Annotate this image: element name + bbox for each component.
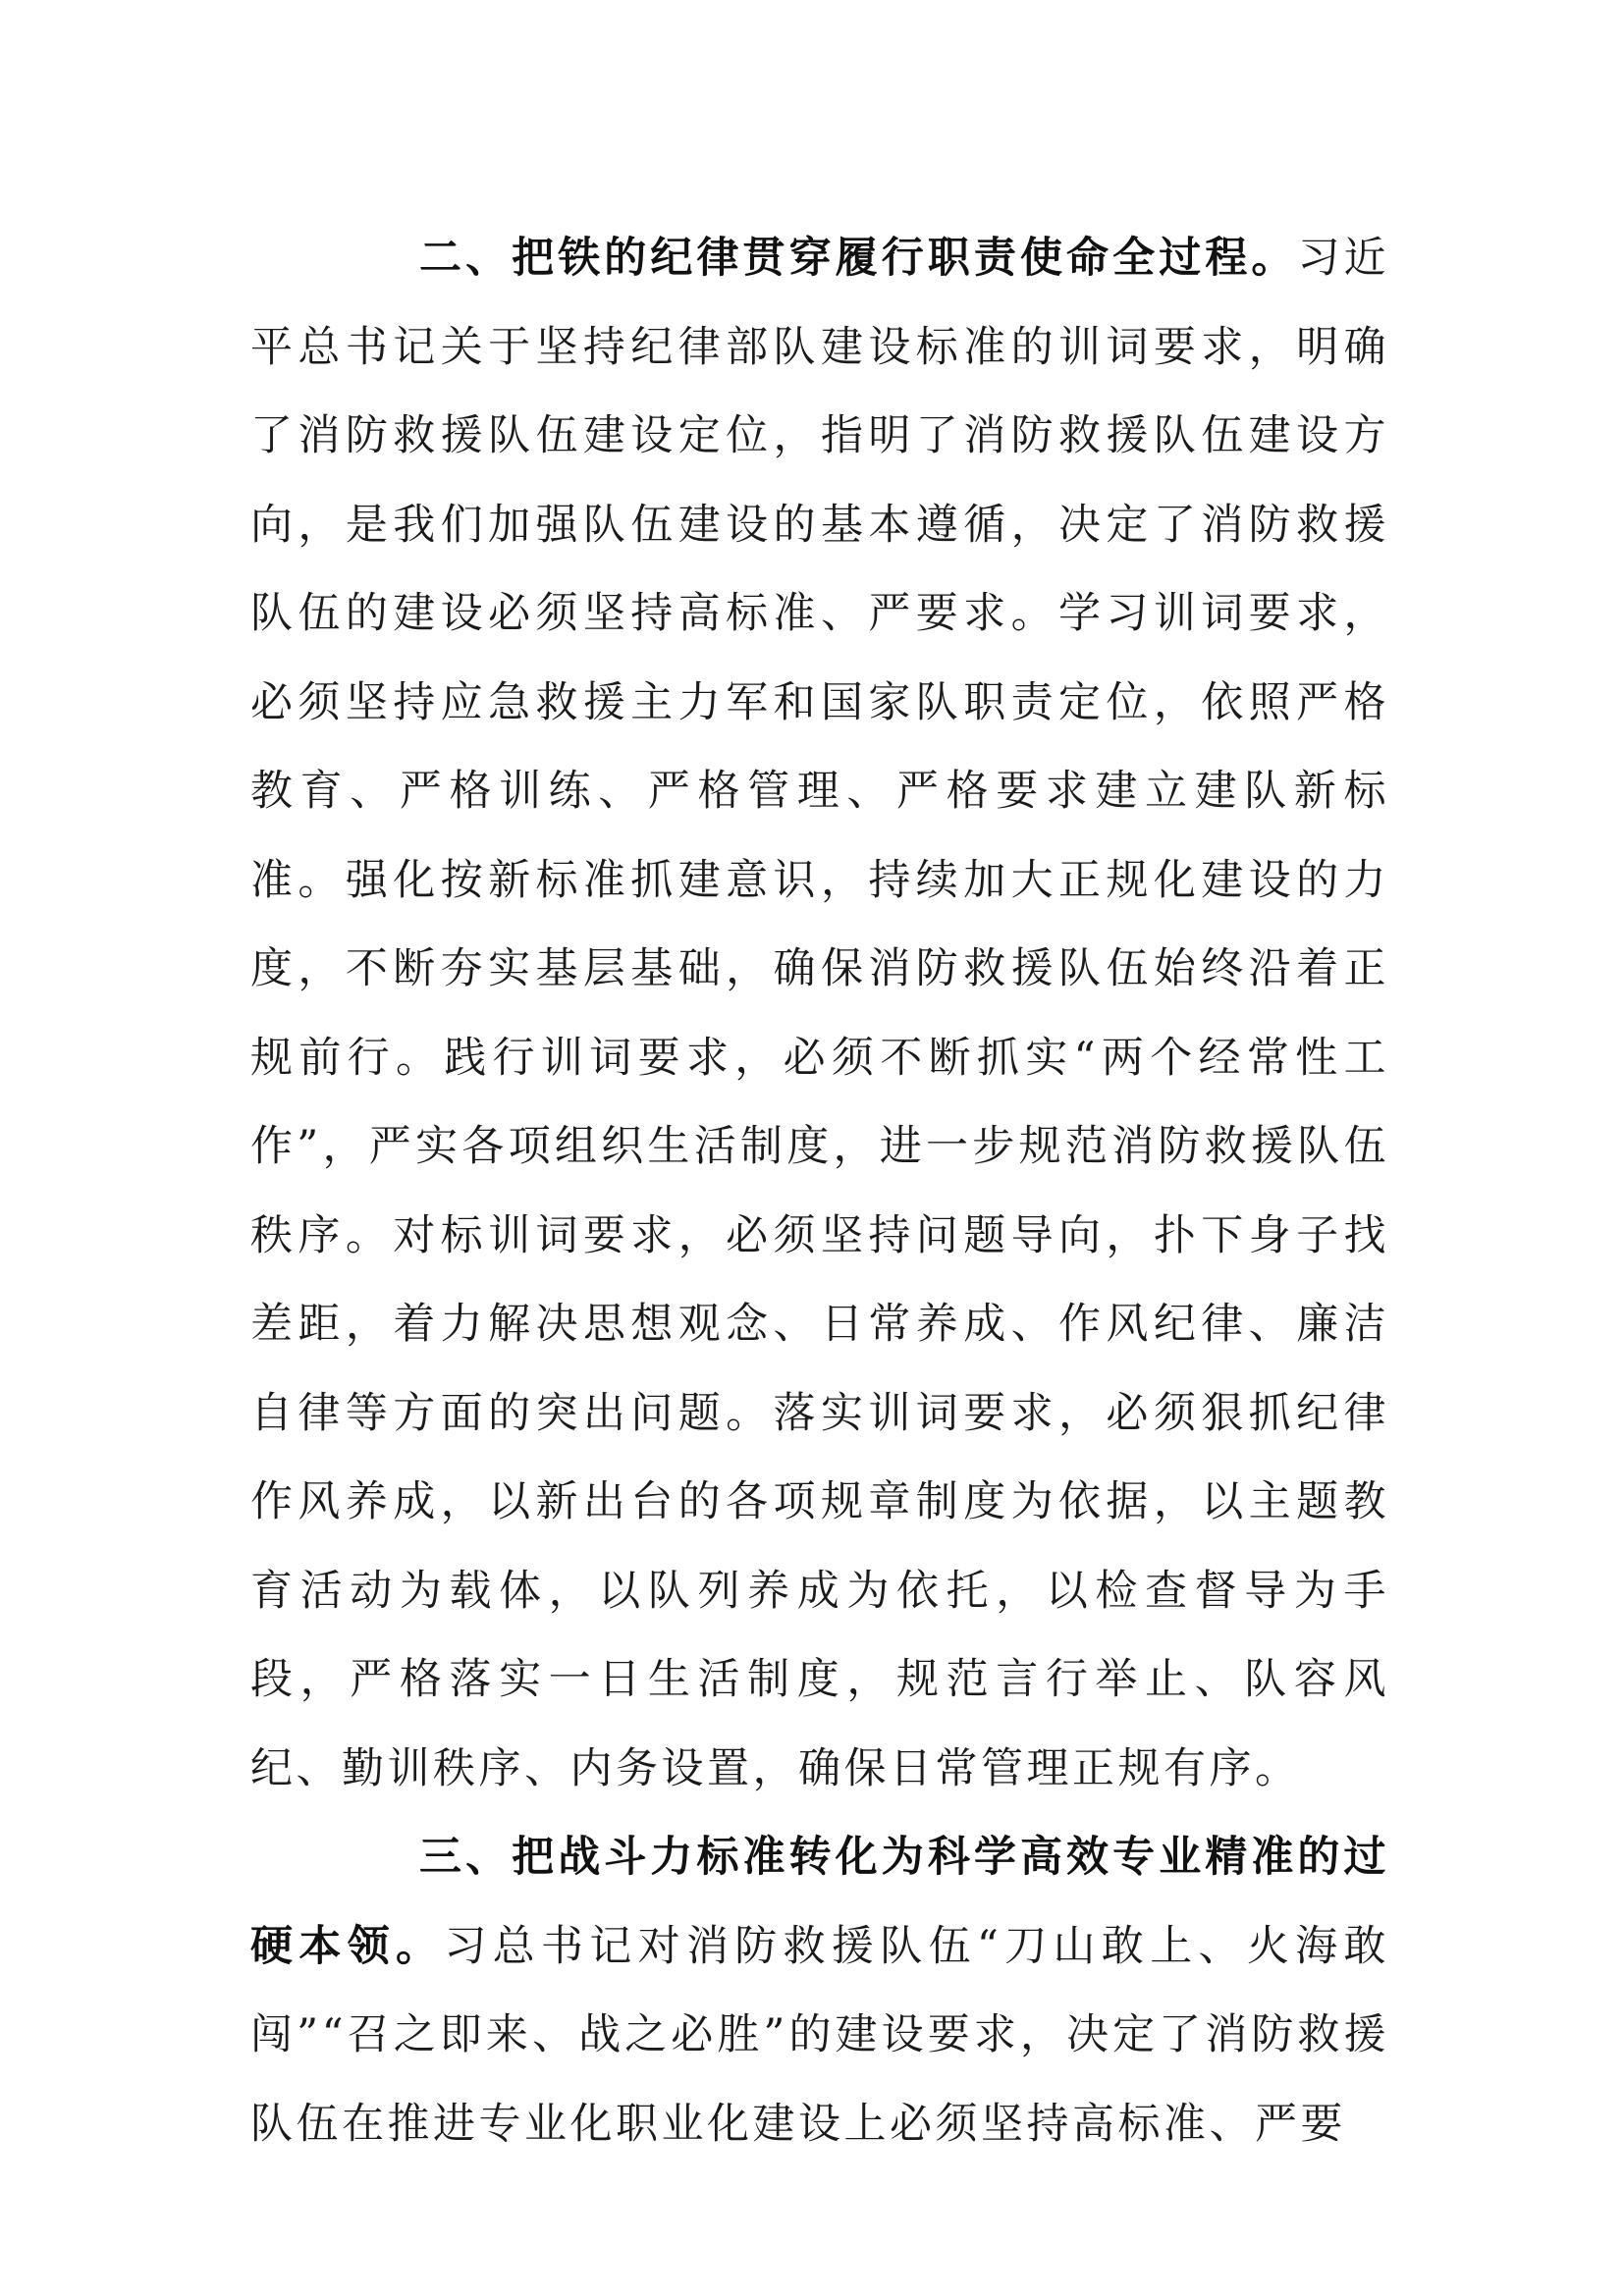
paragraph-section-3 bbox=[250, 1813, 1389, 2168]
document-body bbox=[250, 214, 1389, 2168]
section-2-heading: 二、把铁的纪律贯穿履行职责使命全过程。 bbox=[419, 234, 1298, 283]
paragraph-section-2 bbox=[250, 214, 1389, 1813]
section-2-body: 习近平总书记关于坚持纪律部队建设标准的训词要求，明确了消防救援队伍建设定位，指明了消防救援队伍建设方向，是我们加强队伍建设的基本遵循，决定了消防救援队伍的建设必须坚持高标准、严要求。学习训词要求，必须坚持应急救援主力军和国家队职责定位，依照严格教育、严格训练、严格管理、严格要求建立建队新标准。强化按新标准抓建意识，持续加大正规化建设的力度，不断夯实基层基础，确保消防救援队伍始终沿着正规前行。践行训词要求，必须不断抓实“两个经常性工作”，严实各项组织生活制度，进一步规范消防救援队伍秩序。对标训词要求，必须坚持问题导向，扑下身子找差距，着力解决思想观念、日常养成、作风纪律、廉洁自律等方面的突出问题。落实训词要求，必须狠抓纪律作风养成，以新出台的各项规章制度为依据，以主题教育活动为载体，以队列养成为依托，以检查督导为手段，严格落实一日生活制度，规范言行举止、队容风纪、勤训秩序、内务设置，确保日常管理正规有序。 bbox=[250, 234, 1390, 1793]
section-3-heading: 三、把战斗力标准转化为科学高效专业精准的过硬本领。 bbox=[250, 1833, 1389, 1971]
section-3-body: 习总书记对消防救援队伍“刀山敢上、火海敢闯”“召之即来、战之必胜”的建设要求，决定了消防救援队伍在推进专业化职业化建设上必须坚持高标准、严要 bbox=[250, 1921, 1390, 2149]
